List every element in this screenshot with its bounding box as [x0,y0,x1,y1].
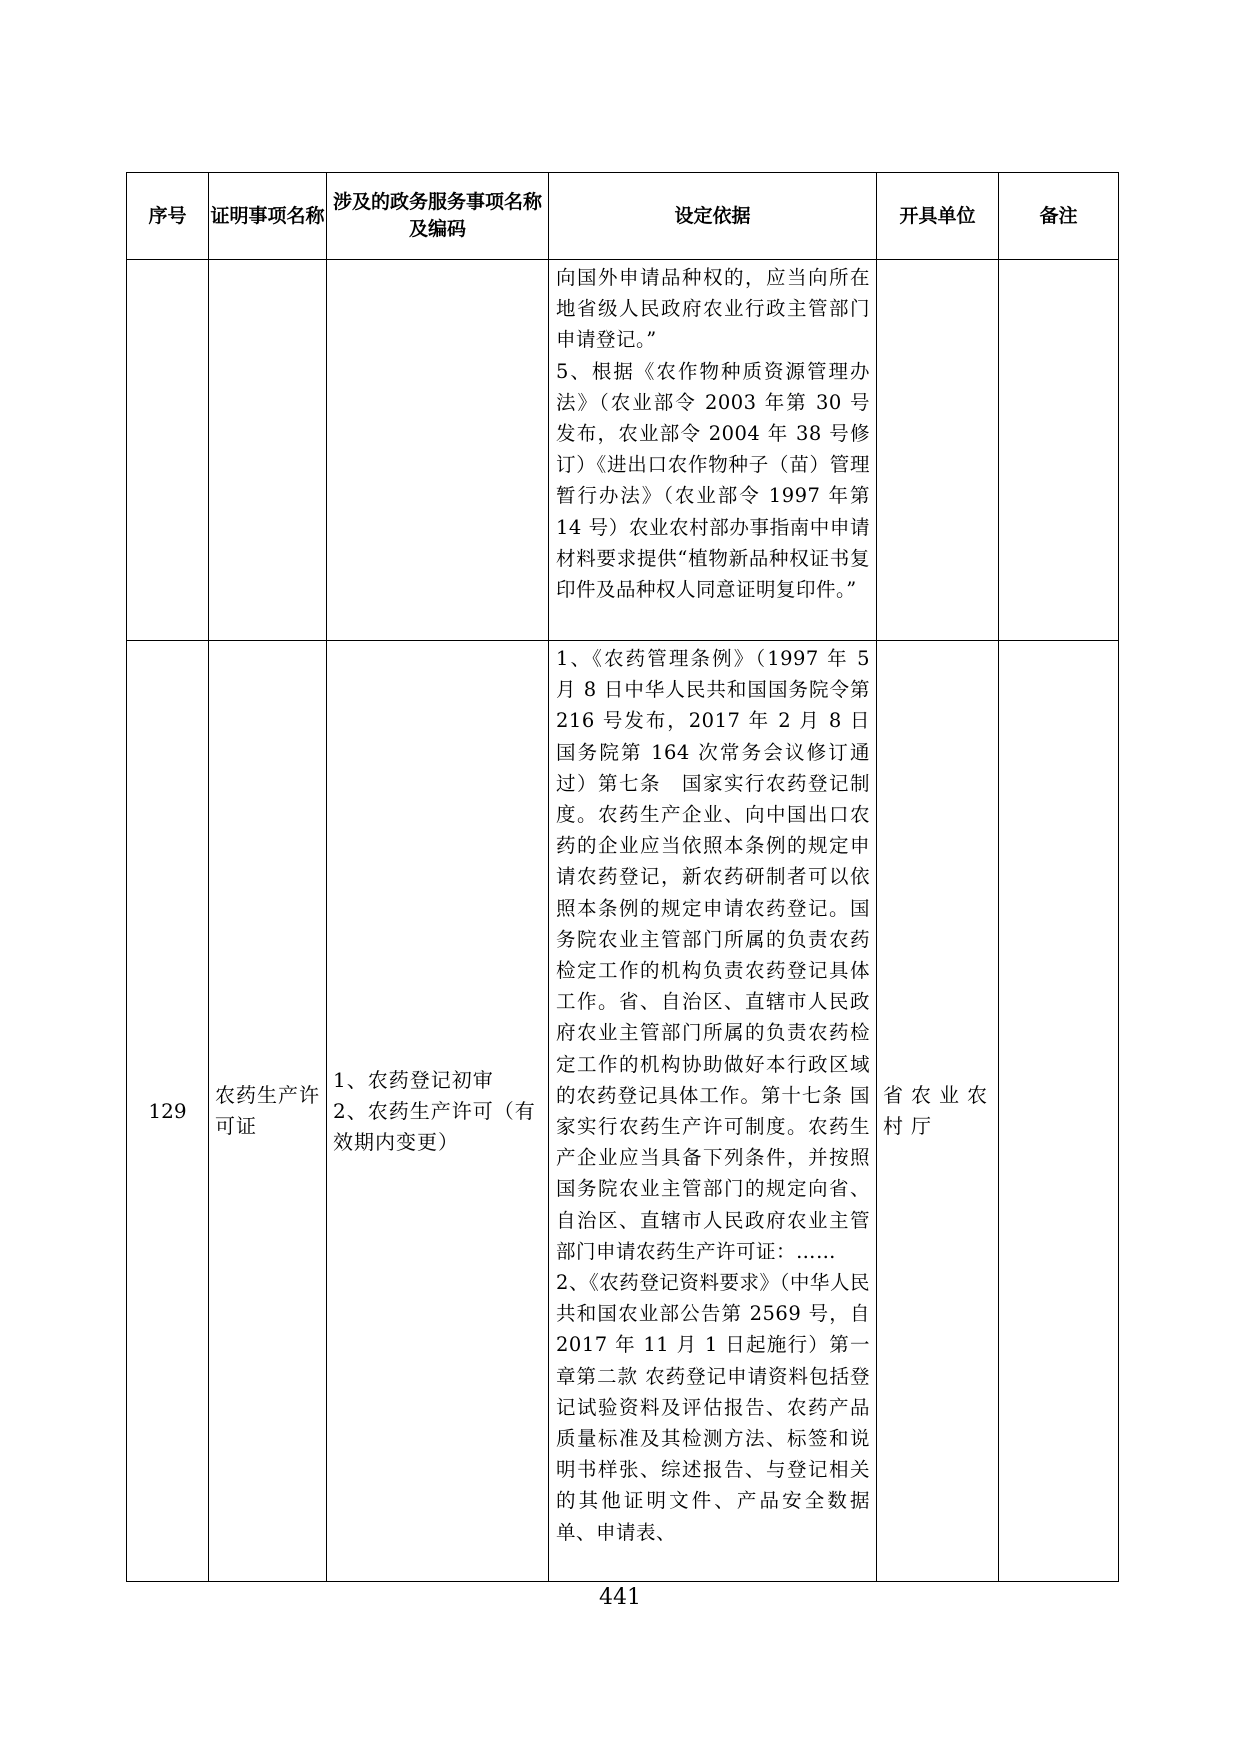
page-number: 441 [599,1585,641,1610]
basis-paragraph: 2、《农药登记资料要求》（中华人民共和国农业部公告第 2569 号，自 2017 年 11 月 1 日起施行）第一章第二款 农药登记申请资料包括登记试验资料及评估报告、农药产品质量标准及其检测方法、标签和说明书样张、综述报告、与登记相关的其他证明文件、产品安全数据单、申请表、 [556,1271,870,1544]
cell-cert-name [209,260,327,641]
header-note: 备注 [999,173,1119,260]
cell-issuer [877,260,999,641]
cell-note [999,641,1119,1582]
cell-cert-name: 农药生产许可证 [209,641,327,1582]
basis-paragraph: 5、根据《农作物种质资源管理办法》（农业部令 2003 年第 30 号发布，农业部令 2004 年 38 号修订）《进出口农作物种子（苗）管理暂行办法》（农业部令 1997 年第 14 号）农业农村部办事指南中申请材料要求提供“植物新品种权证书复印件及品种权人同意证明复印件。” [556,359,870,602]
cell-service [327,260,549,641]
cell-service [327,641,549,1582]
table-header-row [127,173,1119,260]
header-basis: 设定依据 [549,173,877,260]
cell-basis [549,260,877,641]
cell-issuer: 省农业农村厅 [877,641,999,1582]
table-row [127,641,1119,1582]
cell-seq [127,260,209,641]
cell-seq: 129 [127,641,209,1582]
header-issuer: 开具单位 [877,173,999,260]
header-seq: 序号 [127,173,209,260]
service-text: 1、农药登记初审 2、农药生产许可（有效期内变更） [333,1067,536,1154]
basis-paragraph: 向国外申请品种权的，应当向所在地省级人民政府农业行政主管部门申请登记。” [556,266,870,352]
table-row [127,260,1119,641]
header-cert-name: 证明事项名称 [209,173,327,260]
basis-paragraph: 1、《农药管理条例》（1997 年 5 月 8 日中华人民共和国国务院令第 216 号发布，2017 年 2 月 8 日国务院第 164 次常务会议修订通过）第七条 国家实行农药登记制度。农药生产企业、向中国出口农药的企业应当依照本条例的规定申请农药登记，新农药研制者可以依照本条例的规定申请农药登记。国务院农业主管部门所属的负责农药检定工作的机构负责农药登记具体工作。省、自治区、直辖市人民政府农业主管部门所属的负责农药检定工作的机构协助做好本行政区域的农药登记具体工作。第十七条 国家实行农药生产许可制度。农药生产企业应当具备下列条件，并按照国务院农业主管部门的规定向省、自治区、直辖市人民政府农业主管部门申请农药生产许可证：…… [556,647,870,1263]
cell-basis [549,641,877,1582]
certification-table [126,172,1119,1582]
cell-note [999,260,1119,641]
header-service: 涉及的政务服务事项名称及编码 [327,173,549,260]
